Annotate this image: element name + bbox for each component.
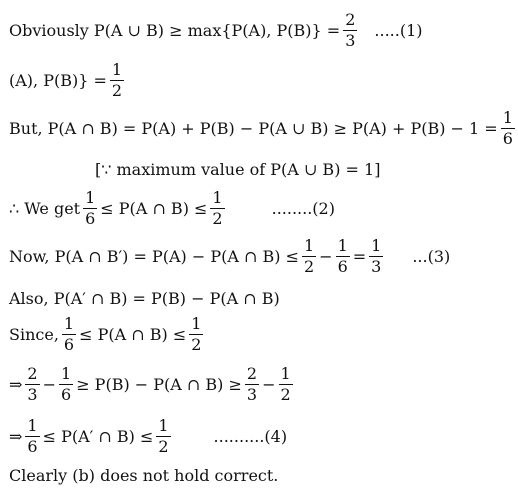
line-8-text-b: ≤ P(A ∩ B) ≤ xyxy=(79,325,187,344)
numerator: 1 xyxy=(371,236,382,255)
denominator: 2 xyxy=(158,437,169,456)
fraction-1-2 xyxy=(279,366,293,403)
fraction-2-3 xyxy=(25,366,39,403)
equation-tag-4: ..........(4) xyxy=(213,427,288,446)
numerator: 1 xyxy=(111,60,123,79)
equation-tag-2: ........(2) xyxy=(271,199,335,218)
line-7-text: Also, P(A′ ∩ B) = P(B) − P(A ∩ B) xyxy=(9,289,280,308)
line-10 xyxy=(9,418,287,455)
fraction-1-2 xyxy=(189,316,203,353)
fraction-2-3 xyxy=(343,12,357,49)
line-3-text: But, P(A ∩ B) = P(A) + P(B) − P(A ∪ B) ≥ P(A) + P(B) − 1 = xyxy=(9,119,498,138)
fraction-1-6 xyxy=(501,110,515,147)
fraction-1-3 xyxy=(369,238,383,275)
line-9-text: ⇒ xyxy=(9,375,23,394)
line-10-text: ⇒ xyxy=(9,427,23,446)
denominator: 2 xyxy=(212,209,223,228)
numerator: 1 xyxy=(191,314,202,333)
line-1 xyxy=(9,12,422,49)
denominator: 6 xyxy=(85,209,96,228)
numerator: 1 xyxy=(61,364,72,383)
fraction-1-2 xyxy=(110,62,124,99)
denominator: 6 xyxy=(61,385,72,404)
fraction-2-3 xyxy=(245,366,259,403)
fraction-1-6 xyxy=(25,418,39,455)
line-4 xyxy=(95,160,380,179)
line-5 xyxy=(9,190,335,227)
denominator: 6 xyxy=(27,437,38,456)
denominator: 6 xyxy=(502,129,513,148)
numerator: 1 xyxy=(27,416,38,435)
fraction-1-6 xyxy=(62,316,76,353)
line-2-text: (A), P(B)} = xyxy=(9,71,107,90)
fraction-1-2 xyxy=(210,190,224,227)
line-6 xyxy=(9,238,450,275)
denominator: 2 xyxy=(303,257,315,276)
line-8 xyxy=(9,316,206,353)
line-5-text: ∴ We get xyxy=(9,199,81,218)
line-9-text-b: − xyxy=(42,375,56,394)
fraction-1-6 xyxy=(336,238,350,275)
line-6-text-b: − xyxy=(319,247,333,266)
line-2 xyxy=(9,62,127,99)
equation-tag-1: .....(1) xyxy=(374,21,423,40)
line-3 xyxy=(9,110,518,147)
denominator: 2 xyxy=(191,335,202,354)
numerator: 1 xyxy=(63,314,75,333)
numerator: 1 xyxy=(158,416,169,435)
fraction-1-2 xyxy=(302,238,316,275)
numerator: 1 xyxy=(337,236,348,255)
numerator: 1 xyxy=(303,236,315,255)
line-11-text: Clearly (b) does not hold correct. xyxy=(9,466,279,485)
line-6-text: Now, P(A ∩ B′) = P(A) − P(A ∩ B) ≤ xyxy=(9,247,299,266)
fraction-1-6 xyxy=(83,190,97,227)
numerator: 1 xyxy=(85,188,96,207)
numerator: 1 xyxy=(502,108,513,127)
denominator: 2 xyxy=(111,81,123,100)
denominator: 3 xyxy=(371,257,382,276)
denominator: 6 xyxy=(63,335,75,354)
line-9-text-c: ≥ P(B) − P(A ∩ B) ≥ xyxy=(76,375,242,394)
denominator: 3 xyxy=(345,31,356,50)
denominator: 3 xyxy=(246,385,258,404)
line-11 xyxy=(9,466,278,485)
line-1-text: Obviously P(A ∪ B) ≥ max{P(A), P(B)} = xyxy=(9,21,341,40)
numerator: 1 xyxy=(280,364,291,383)
denominator: 6 xyxy=(337,257,348,276)
fraction-1-6 xyxy=(59,366,73,403)
line-6-text-c: = xyxy=(352,247,367,266)
numerator: 2 xyxy=(345,10,356,29)
line-9-text-d: − xyxy=(262,375,276,394)
line-10-text-b: ≤ P(A′ ∩ B) ≤ xyxy=(42,427,154,446)
line-8-text: Since, xyxy=(9,325,59,344)
numerator: 2 xyxy=(246,364,258,383)
numerator: 1 xyxy=(212,188,223,207)
denominator: 2 xyxy=(280,385,291,404)
line-7 xyxy=(9,289,280,308)
line-9 xyxy=(9,366,296,403)
numerator: 2 xyxy=(27,364,38,383)
line-4-text: [∵ maximum value of P(A ∪ B) = 1] xyxy=(95,160,381,179)
denominator: 3 xyxy=(27,385,38,404)
line-5-text-b: ≤ P(A ∩ B) ≤ xyxy=(100,199,208,218)
equation-tag-3: ...(3) xyxy=(412,247,451,266)
fraction-1-2 xyxy=(156,418,170,455)
